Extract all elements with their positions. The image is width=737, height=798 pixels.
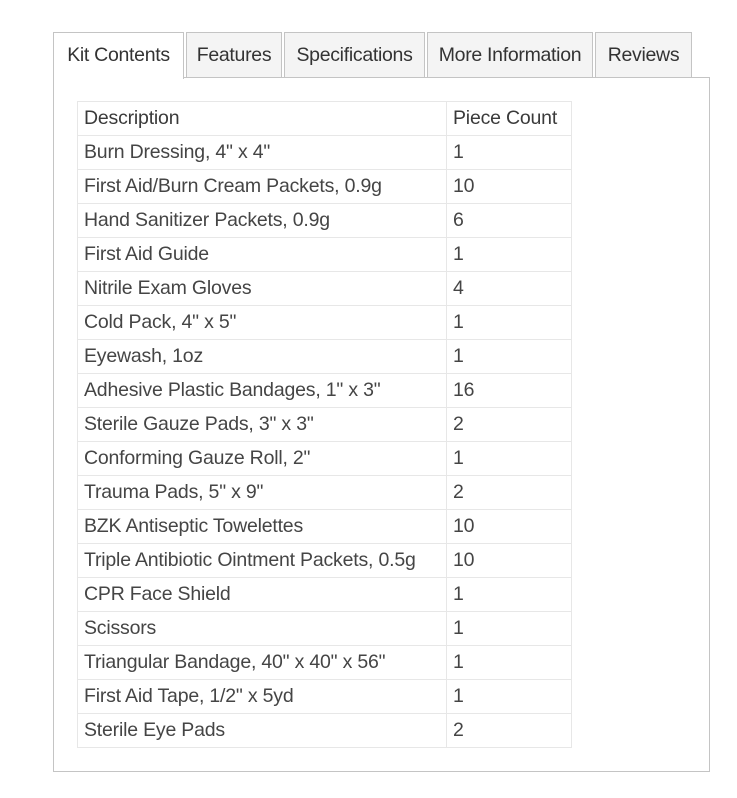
item-description: Cold Pack, 4" x 5" [78,306,447,340]
table-row [78,340,572,374]
table-header-row [78,102,572,136]
item-description: Conforming Gauze Roll, 2" [78,442,447,476]
item-count: 1 [447,442,572,476]
table-row [78,510,572,544]
tab-more-information[interactable]: More Information [427,32,593,77]
table-row [78,204,572,238]
tab-reviews[interactable]: Reviews [595,32,692,77]
table-row [78,272,572,306]
item-count: 1 [447,646,572,680]
item-count: 2 [447,408,572,442]
table-row [78,714,572,748]
item-description: Sterile Gauze Pads, 3" x 3" [78,408,447,442]
item-count: 1 [447,578,572,612]
item-description: Eyewash, 1oz [78,340,447,374]
table-row [78,476,572,510]
item-count: 6 [447,204,572,238]
table-row [78,136,572,170]
item-count: 1 [447,612,572,646]
item-description: Hand Sanitizer Packets, 0.9g [78,204,447,238]
item-description: Triangular Bandage, 40" x 40" x 56" [78,646,447,680]
table-row [78,578,572,612]
item-description: BZK Antiseptic Towelettes [78,510,447,544]
table-row [78,306,572,340]
table-row [78,442,572,476]
item-count: 10 [447,510,572,544]
table-row [78,374,572,408]
kit-contents-table [77,101,572,748]
item-count: 16 [447,374,572,408]
item-count: 1 [447,680,572,714]
item-description: First Aid/Burn Cream Packets, 0.9g [78,170,447,204]
item-count: 10 [447,544,572,578]
item-count: 2 [447,714,572,748]
item-description: Triple Antibiotic Ointment Packets, 0.5g [78,544,447,578]
item-count: 4 [447,272,572,306]
item-count: 10 [447,170,572,204]
item-description: Scissors [78,612,447,646]
item-description: First Aid Tape, 1/2" x 5yd [78,680,447,714]
table-row [78,408,572,442]
description-header: Description [78,102,447,136]
item-count: 1 [447,136,572,170]
table-row [78,170,572,204]
tab-specifications[interactable]: Specifications [284,32,425,77]
table-row [78,544,572,578]
tab-kit-contents[interactable]: Kit Contents [53,32,184,79]
item-count: 1 [447,340,572,374]
item-count: 1 [447,238,572,272]
item-description: CPR Face Shield [78,578,447,612]
tab-features[interactable]: Features [186,32,282,77]
table-row [78,680,572,714]
item-description: Adhesive Plastic Bandages, 1" x 3" [78,374,447,408]
item-description: Trauma Pads, 5" x 9" [78,476,447,510]
piece-count-header: Piece Count [447,102,572,136]
tab-bar [53,32,694,78]
item-count: 2 [447,476,572,510]
kit-contents-panel [53,77,710,772]
table-row [78,646,572,680]
item-description: Sterile Eye Pads [78,714,447,748]
table-row [78,612,572,646]
item-description: First Aid Guide [78,238,447,272]
table-row [78,238,572,272]
item-count: 1 [447,306,572,340]
item-description: Nitrile Exam Gloves [78,272,447,306]
item-description: Burn Dressing, 4" x 4" [78,136,447,170]
